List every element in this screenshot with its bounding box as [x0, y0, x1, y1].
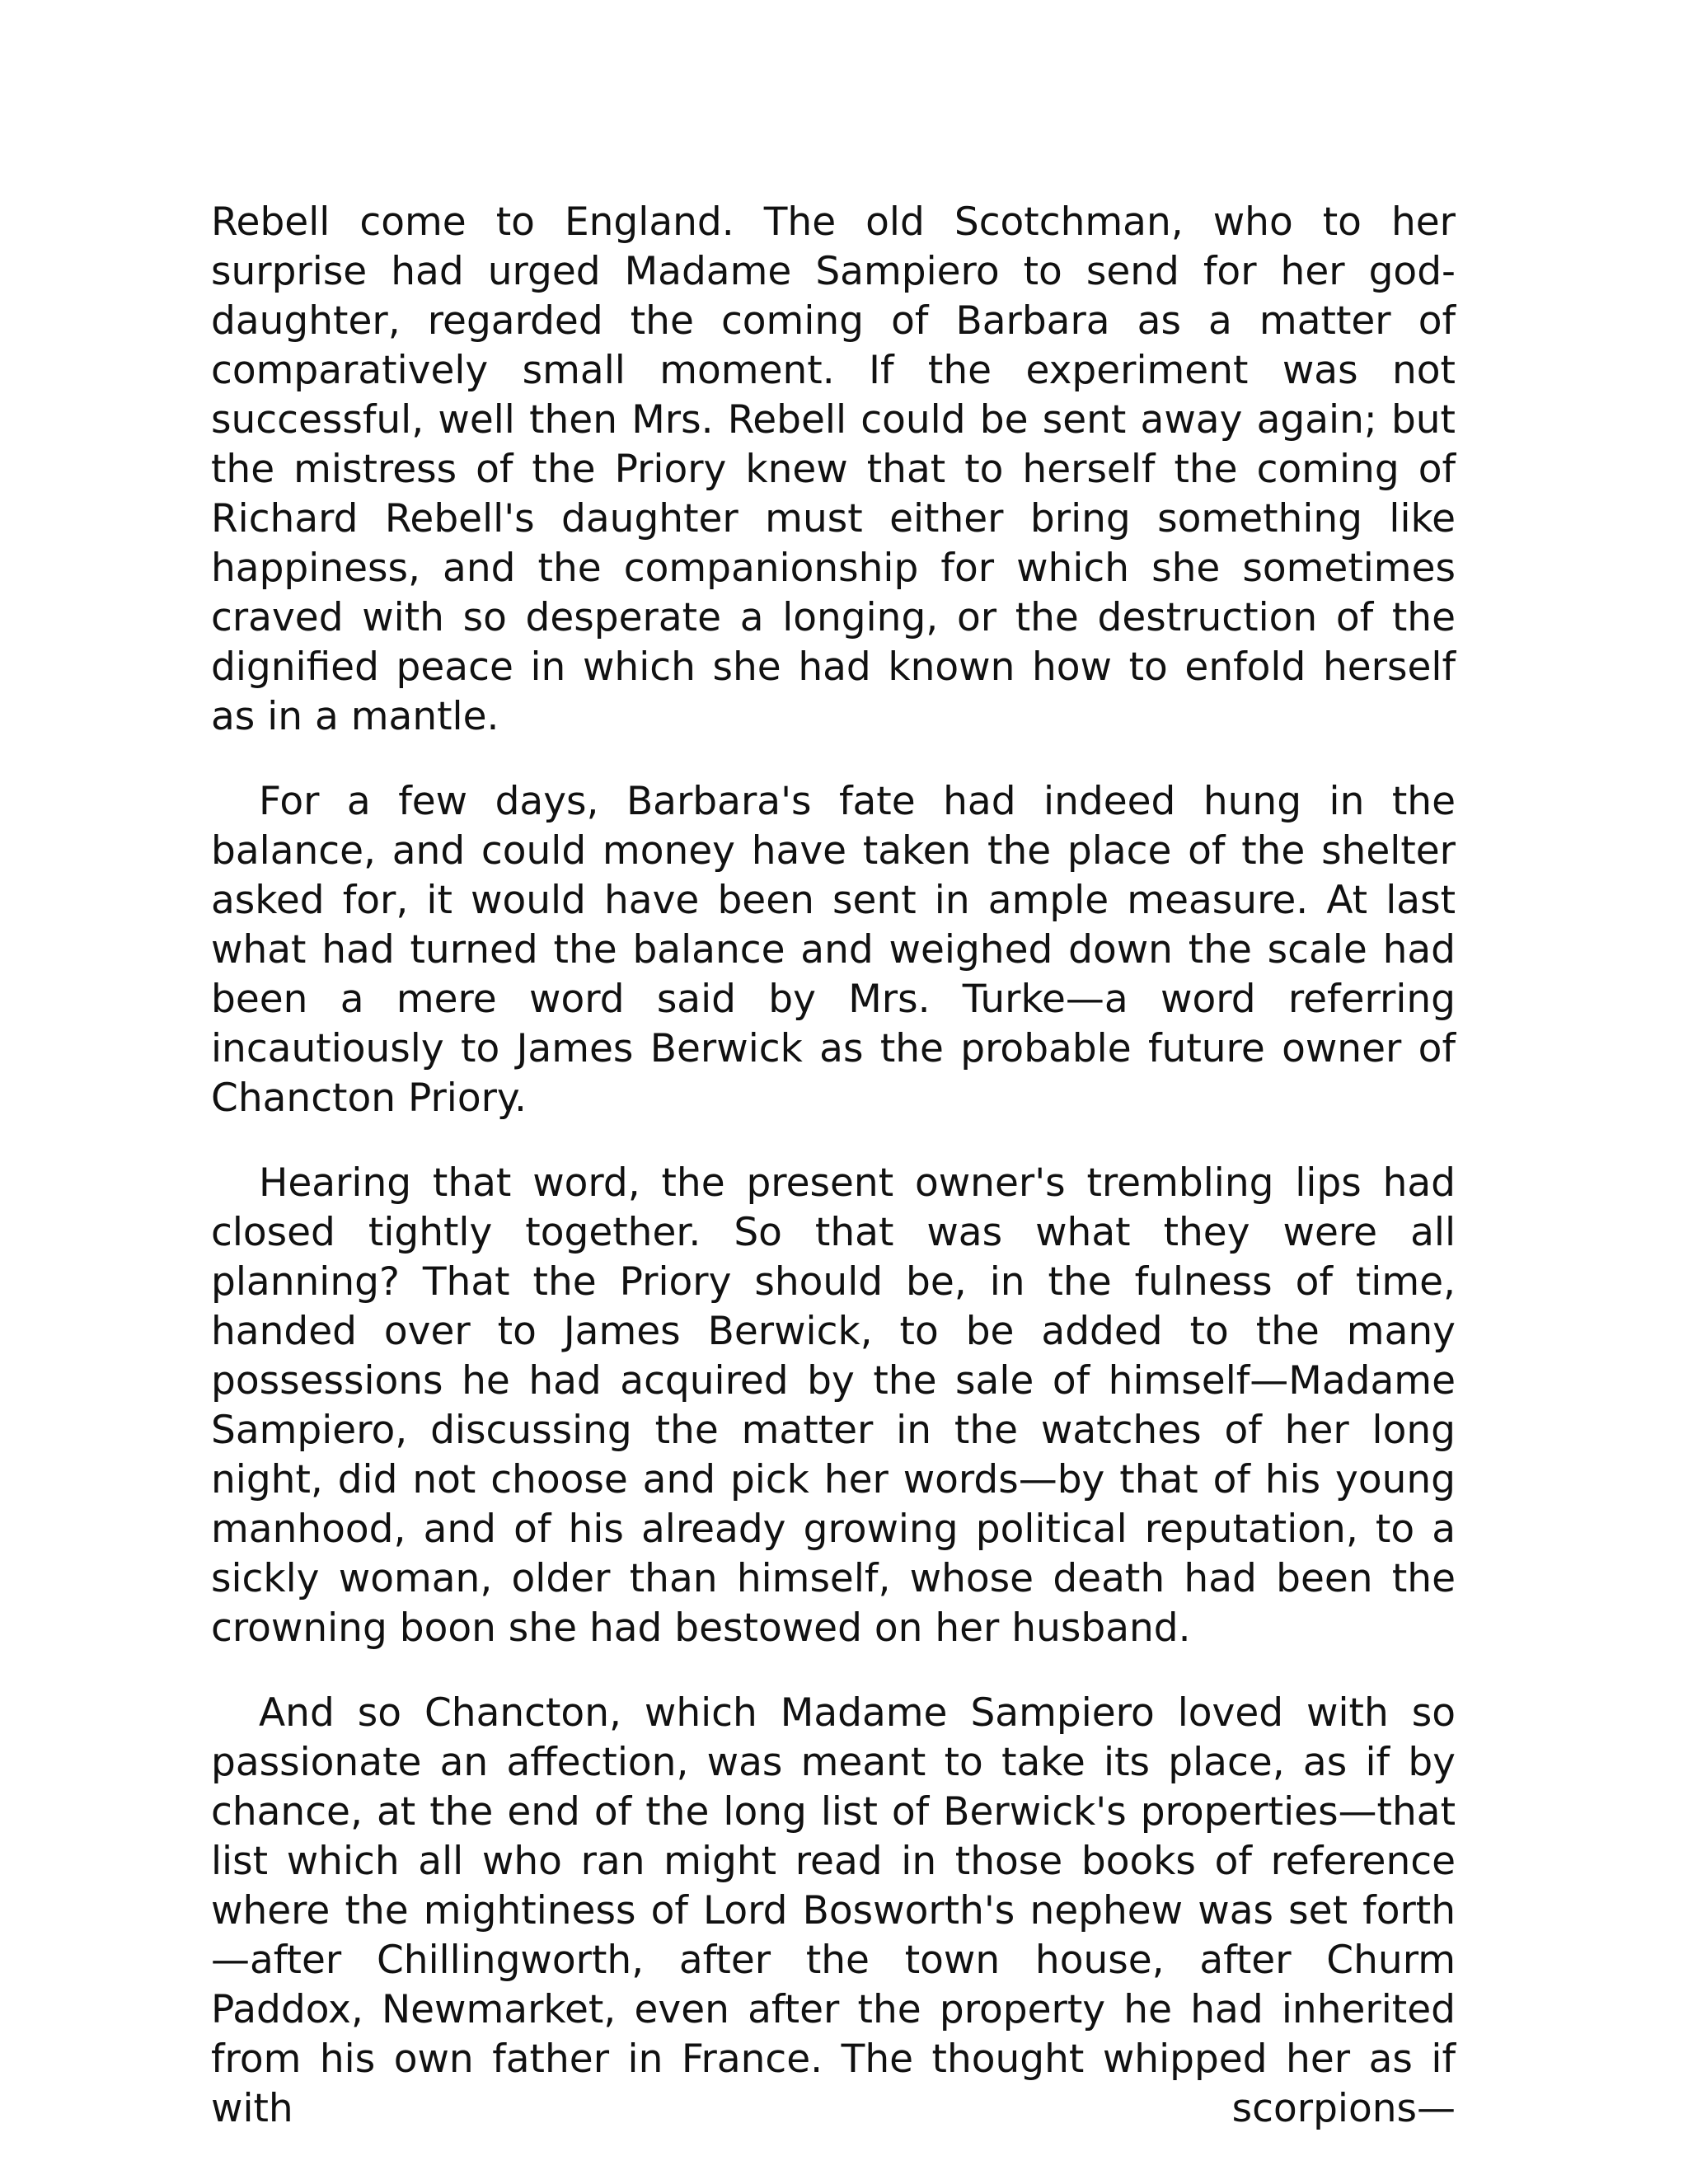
paragraph-3: Hearing that word, the present owner's trembling lips had closed tightly together. So that was what they were all planning? That the Priory should be, in the fulness of time, handed over to James Berwick, to be added to the many possessions he had acquired by the sale of himself—Madame Sampiero, discussing the matter in the watches of her long night, did not choose and pick her words—by that of his young manhood, and of his already growing political reputation, to a sickly woman, older than himself, whose death had been the crowning boon she had bestowed on her husband. — [211, 1160, 1456, 1651]
paragraph-2: For a few days, Barbara's fate had indeed hung in the balance, and could money have taken the place of the shelter asked for, it would have been sent in ample measure. At last what had turned the balance and weighed down the scale had been a mere word said by Mrs. Turke—a word referring incautiously to James Berwick as the probable future owner of Chancton Priory. — [211, 779, 1456, 1121]
paragraph-4: And so Chancton, which Madame Sampiero loved with so passionate an affection, was meant to take its place, as if by chance, at the end of the long list of Berwick's properties—that list which all who ran might read in those books of reference where the mightiness of Lord Bosworth's nephew was set forth—after Chillingworth, after the town house, after Churm Paddox, Newmarket, even after the property he had inherited from his own father in France. The thought whipped her as if with scorpions— — [211, 1690, 1456, 2131]
paragraph-1: Rebell come to England. The old Scotchman, who to her surprise had urged Madame Sampiero to send for her god-daughter, regarded the coming of Barbara as a matter of comparatively small moment. If the experiment was not successful, well then Mrs. Rebell could be sent away again; but the mistress of the Priory knew that to herself the coming of Richard Rebell's daughter must either bring something like happiness, and the companionship for which she sometimes craved with so desperate a longing, or the destruction of the dignified peace in which she had known how to enfold herself as in a mantle. — [211, 199, 1456, 739]
page-body-text — [211, 198, 1456, 2134]
